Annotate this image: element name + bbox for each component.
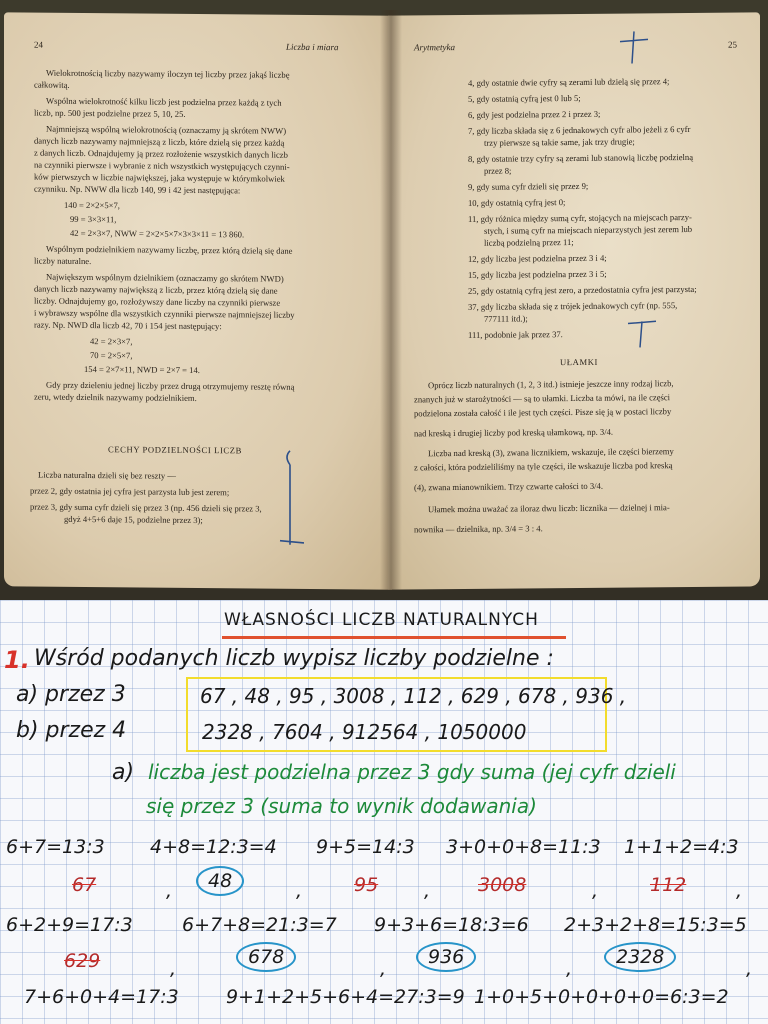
book-formula: 70 = 2×5×7, xyxy=(90,350,133,361)
book-line: 9, gdy suma cyfr dzieli się przez 9; xyxy=(468,180,589,192)
calc-2328: 2+3+2+8=15:3=5 xyxy=(564,914,747,936)
book-line: liczbą podzielną przez 11; xyxy=(484,237,574,248)
book-line: Gdy przy dzieleniu jednej liczby przez drugą otrzymujemy resztę równą xyxy=(46,379,295,392)
book-line: Najmniejszą wspólną wielokrotnością (oznaczamy ją skrótem NWW) xyxy=(46,123,287,136)
book-line: z całości, która podzieliliśmy na tyle części, ile wskazuje liczba pod kreską xyxy=(414,460,673,473)
accepted-number: 678 xyxy=(236,942,296,972)
rule-line-2: się przez 3 (suma to wynik dodawania) xyxy=(146,794,537,818)
book-line: Wspólnym podzielnikiem nazywamy liczbę, przez którą dzielą się dane xyxy=(46,243,293,256)
book-line: przez 8; xyxy=(484,165,512,176)
rule-label: a) xyxy=(112,760,135,785)
book-line: Liczba nad kreską (3), zwana licznikiem, wskazuje, ile części bierzemy xyxy=(428,446,674,459)
page-number-left: 24 xyxy=(34,39,43,50)
book-line: nownika — dzielnika, np. 3/4 = 3 : 4. xyxy=(414,523,543,535)
book-line: 777111 itd.); xyxy=(484,313,528,324)
book-line: podzielona została całość i ile jest tych części. Pisze się ją w postaci liczby xyxy=(414,406,672,419)
option-a: a) przez 3 xyxy=(16,682,126,707)
book-line: przez 3, gdy suma cyfr dzieli się przez 3 (np. 456 dzieli się przez 3, xyxy=(30,501,262,514)
page-number-right: 25 xyxy=(728,39,737,50)
book-formula: 42 = 2×3×7, NWW = 2×2×5×7×3×3×11 = 13 860. xyxy=(70,227,245,240)
pen-t-mark xyxy=(614,27,654,67)
book-line: ków pierwszych w liczbie największej, jaka występuje w którymkolwiek xyxy=(34,171,285,184)
calc-912564: 9+1+2+5+6+4=27:3=9 xyxy=(226,986,465,1008)
book-line: 25, gdy ostatnią cyfrą jest zero, a przedostatnia cyfra jest parzysta; xyxy=(468,283,697,296)
book-line: zeru, wtedy dzielnik nazywamy podzielnikiem. xyxy=(34,391,197,403)
separator: , xyxy=(746,958,753,980)
book-line: stych, i sumą cyfr na miejscach nieparzystych jest zerem lub xyxy=(484,223,693,236)
calc-112: 1+1+2=4:3 xyxy=(624,836,739,858)
calc-48: 4+8=12:3=4 xyxy=(150,836,277,858)
pen-bracket-mark xyxy=(274,445,304,555)
separator: , xyxy=(736,880,743,902)
book-line: 11, gdy różnica między sumą cyfr, stojących na miejscach parzy- xyxy=(468,211,692,224)
book-formula: 42 = 2×3×7, xyxy=(90,336,133,347)
calc-7604: 7+6+0+4=17:3 xyxy=(24,986,179,1008)
calc-1050000: 1+0+5+0+0+0+0=6:3=2 xyxy=(474,986,729,1008)
book-line: 6, gdy jest podzielna przez 2 i przez 3; xyxy=(468,108,601,120)
book-line: 8, gdy ostatnie trzy cyfry są zerami lub stanowią liczbę podzielną xyxy=(468,151,694,164)
book-line: danych liczb nazywamy najmniejszą z liczb, które dzielą się przez każdą xyxy=(34,135,285,148)
separator: , xyxy=(170,958,177,980)
separator: , xyxy=(296,880,303,902)
accepted-number: 48 xyxy=(196,866,244,896)
accepted-number: 936 xyxy=(416,942,476,972)
book-line: 10, gdy ostatnią cyfrą jest 0; xyxy=(468,197,566,208)
book-line: Oprócz liczb naturalnych (1, 2, 3 itd.) istnieje jeszcze inny rodzaj liczb, xyxy=(428,378,674,391)
book-line: 111, podobnie jak przez 37. xyxy=(468,329,563,340)
separator: , xyxy=(424,880,431,902)
book-line: liczby naturalne. xyxy=(34,255,92,267)
rule-line-1: liczba jest podzielna przez 3 gdy suma (jej cyfr dzieli xyxy=(148,760,676,784)
rejected-number: 95 xyxy=(354,874,379,896)
option-b: b) przez 4 xyxy=(16,718,127,743)
book-line: liczb, np. 500 jest podzielne przez 5, 10, 25. xyxy=(34,107,186,119)
book-line: czynniku. Np. NWW dla liczb 140, 99 i 42 jest następująca: xyxy=(34,183,241,196)
notebook-title: WŁASNOŚCI LICZB NATURALNYCH xyxy=(224,610,539,630)
calc-629: 6+2+9=17:3 xyxy=(6,914,133,936)
book-left-page xyxy=(4,12,392,589)
book-line: znanych już w starożytności — są to ułamki. Liczba ta mówi, na ile części xyxy=(414,392,671,405)
book-line: Wspólna wielokrotność kilku liczb jest podzielna przez każdą z tych xyxy=(46,95,282,108)
task-number: 1. xyxy=(4,646,30,674)
book-line: trzy pierwsze są takie same, jak trzy drugie; xyxy=(484,136,635,148)
book-line: Ułamek można uważać za iloraz dwu liczb: licznika — dzielnej i mia- xyxy=(428,502,670,515)
book-line: razy. Np. NWD dla liczb 42, 70 i 154 jest następujący: xyxy=(34,319,222,332)
separator: , xyxy=(380,958,387,980)
book-formula: 154 = 2×7×11, NWD = 2×7 = 14. xyxy=(84,364,200,376)
accepted-number: 2328 xyxy=(604,942,676,972)
calc-3008: 3+0+0+8=11:3 xyxy=(446,836,601,858)
book-line: z danych liczb. Odnajdujemy ją przez rozłożenie wszystkich danych liczb xyxy=(34,147,288,160)
pen-t-mark xyxy=(624,313,664,353)
calc-936: 9+3+6=18:3=6 xyxy=(374,914,529,936)
book-line: i wybrawszy wspólne dla wszystkich czynniki pierwsze najmniejszej liczby xyxy=(34,307,295,320)
book-line: danych liczb nazywamy największą z liczb, przez którą dzielą się dane xyxy=(34,283,278,296)
calc-678: 6+7+8=21:3=7 xyxy=(182,914,337,936)
section-title-divisibility: CECHY PODZIELNOŚCI LICZB xyxy=(108,444,242,456)
book-line: 4, gdy ostatnie dwie cyfry są zerami lub dzielą się przez 4; xyxy=(468,76,670,88)
running-head-left: Liczba i miara xyxy=(286,41,339,53)
book-line: gdyż 4+5+6 daje 15, podzielne przez 3); xyxy=(64,513,203,526)
book-line: nad kreską i drugiej liczby pod kreską ułamkową, np. 3/4. xyxy=(414,426,614,439)
section-title-fractions: UŁAMKI xyxy=(560,356,598,368)
book-line: 37, gdy liczba składa się z trójek jednakowych cyfr (np. 555, xyxy=(468,300,678,312)
separator: , xyxy=(566,958,573,980)
book-spine-shadow xyxy=(380,10,402,590)
book-right-page xyxy=(388,12,760,589)
book-line: Wielokrotnością liczby nazywamy iloczyn tej liczby przez jakąś liczbę xyxy=(46,67,290,80)
book-line: Liczba naturalna dzieli się bez reszty — xyxy=(38,469,176,481)
book-line: 5, gdy ostatnią cyfrą jest 0 lub 5; xyxy=(468,92,581,104)
book-line: Największym wspólnym dzielnikiem (oznaczamy go skrótem NWD) xyxy=(46,271,284,284)
book-line: 15, gdy liczba jest podzielna przez 3 i 5; xyxy=(468,268,607,280)
book-line: przez 2, gdy ostatnia jej cyfra jest parzysta lub jest zerem; xyxy=(30,485,230,498)
numbers-line-2: 2328 , 7604 , 912564 , 1050000 xyxy=(202,720,527,744)
book-line: liczby. Odnajdujemy go, rozłożywszy dane liczby na czynniki pierwsze xyxy=(34,295,281,308)
calc-95: 9+5=14:3 xyxy=(316,836,415,858)
rejected-number: 3008 xyxy=(478,874,527,896)
book-formula: 140 = 2×2×5×7, xyxy=(64,199,120,211)
separator: , xyxy=(166,880,173,902)
rejected-number: 67 xyxy=(72,874,97,896)
book-line: 7, gdy liczba składa się z 6 jednakowych cyfr albo jeżeli z 6 cyfr xyxy=(468,123,691,136)
book-line: całkowitą. xyxy=(34,79,70,90)
numbers-line-1: 67 , 48 , 95 , 3008 , 112 , 629 , 678 , 936 , xyxy=(200,684,627,708)
rejected-number: 112 xyxy=(650,874,687,896)
calc-67: 6+7=13:3 xyxy=(6,836,105,858)
book-formula: 99 = 3×3×11, xyxy=(70,213,117,225)
book-line: 12, gdy liczba jest podzielna przez 3 i 4; xyxy=(468,252,607,264)
book-line: na czynniki pierwsze i wybranie z nich wszystkich występujących czynni- xyxy=(34,159,290,172)
rejected-number: 629 xyxy=(64,950,101,972)
running-head-right: Arytmetyka xyxy=(414,42,455,53)
separator: , xyxy=(592,880,599,902)
title-underline xyxy=(222,636,566,639)
task-text: Wśród podanych liczb wypisz liczby podzielne : xyxy=(34,646,554,671)
book-line: (4), zwana mianownikiem. Trzy czwarte całości to 3/4. xyxy=(414,480,604,493)
